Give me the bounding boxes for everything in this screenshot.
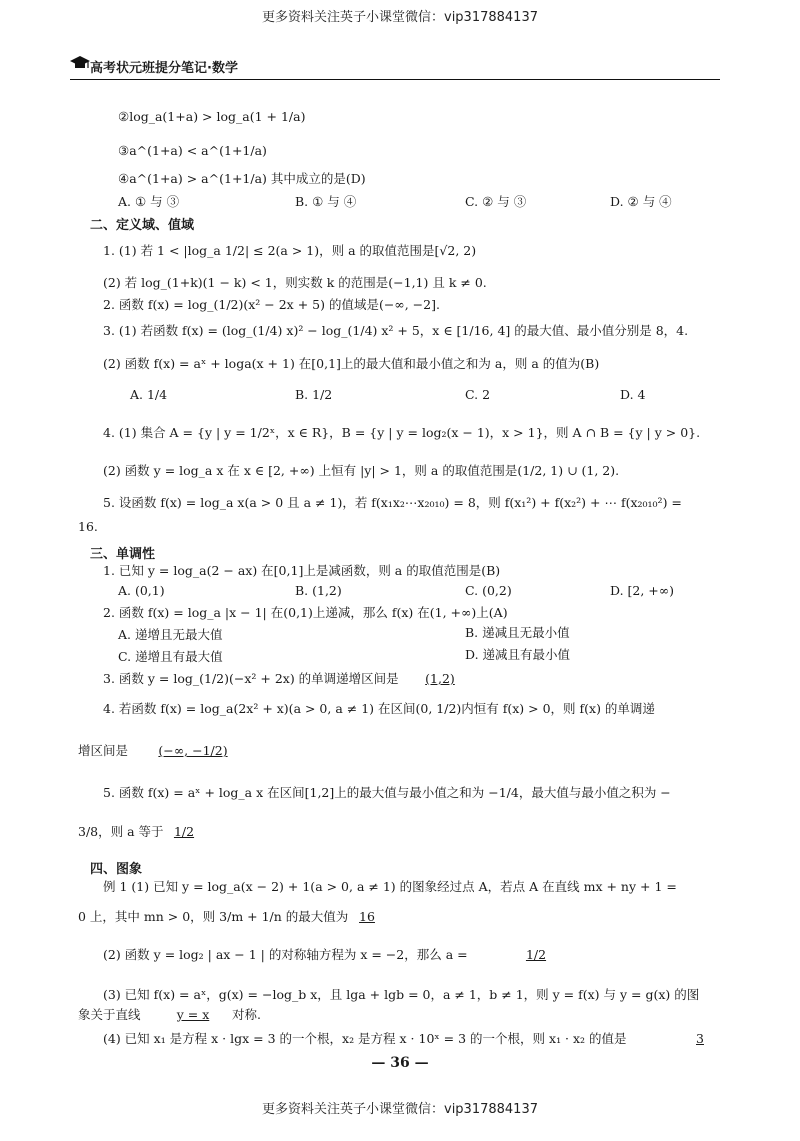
mono-problem-3-answer: (1,2): [425, 671, 455, 686]
mono-problem-3: 3. 函数 y = log_(1/2)(−x² + 2x) 的单调递增区间是: [103, 671, 399, 686]
problem-1-2: (2) 若 log_(1+k)(1 − k) < 1，则实数 k 的范围是(−1,1) 且 k ≠ 0.: [103, 275, 487, 290]
section-heading-domain-range: 二、定义域、值域: [90, 218, 195, 233]
option-line-4: ④a^(1+a) > a^(1+1/a) 其中成立的是(D): [118, 171, 366, 186]
option-line-2: ②log_a(1+a) > log_a(1 + 1/a): [118, 109, 306, 124]
example-1-2-answer: 1/2: [525, 947, 547, 962]
choice-c: C. ② 与 ③: [465, 194, 527, 209]
choice-b: B. (1,2): [295, 583, 342, 598]
choice-d: D. 递减且有最小值: [465, 647, 571, 662]
mono-problem-2: 2. 函数 f(x) = log_a |x − 1| 在(0,1)上递减，那么 f(x) 在(1, +∞)上(A): [103, 605, 508, 620]
section-heading-monotonicity: 三、单调性: [90, 547, 156, 562]
problem-5: 5. 设函数 f(x) = log_a x(a > 0 且 a ≠ 1)，若 f(x₁x₂⋯x₂₀₁₀) = 8，则 f(x₁²) + f(x₂²) + ⋯ f(x₂₀₁₀²) =: [103, 495, 682, 510]
problem-4-1: 4. (1) 集合 A = {y | y = 1/2ˣ，x ∈ R}，B = {y | y = log₂(x − 1)，x > 1}，则 A ∩ B = {y | y > 0}.: [103, 425, 701, 440]
choice-a: A. 1/4: [130, 387, 168, 402]
example-1-3-tail: 对称.: [232, 1007, 261, 1022]
watermark-bottom: 更多资料关注英子小课堂微信：vip317884137: [262, 1102, 538, 1117]
example-1-4-answer: 3: [696, 1031, 704, 1046]
choice-c: C. 2: [465, 387, 491, 402]
mono-problem-4-continued: 增区间是: [78, 743, 129, 758]
example-1-1-continued: 0 上，其中 mn > 0，则 3/m + 1/n 的最大值为: [78, 909, 349, 924]
header-rule: [70, 79, 720, 80]
problem-3-2: (2) 函数 f(x) = aˣ + loga(x + 1) 在[0,1]上的最大值和最小值之和为 a，则 a 的值为(B): [103, 356, 600, 371]
page-number: — 36 —: [371, 1055, 429, 1071]
choice-b: B. 1/2: [295, 387, 333, 402]
problem-2: 2. 函数 f(x) = log_(1/2)(x² − 2x + 5) 的值域是(−∞, −2].: [103, 297, 440, 312]
option-line-3: ③a^(1+a) < a^(1+1/a): [118, 143, 267, 158]
choice-c: C. (0,2): [465, 583, 512, 598]
mono-problem-1: 1. 已知 y = log_a(2 − ax) 在[0,1]上是减函数，则 a 的取值范围是(B): [103, 563, 501, 578]
example-1-3-answer: y = x: [176, 1007, 210, 1022]
choice-b: B. ① 与 ④: [295, 194, 357, 209]
graduation-cap-icon: [70, 55, 90, 71]
mono-problem-5-answer: 1/2: [173, 824, 195, 839]
mono-problem-5: 5. 函数 f(x) = aˣ + log_a x 在区间[1,2]上的最大值与最小值之和为 −1/4，最大值与最小值之积为 −: [103, 785, 671, 800]
example-1-2: (2) 函数 y = log₂ | ax − 1 | 的对称轴方程为 x = −2，那么 a =: [103, 947, 468, 962]
problem-3-1: 3. (1) 若函数 f(x) = (log_(1/4) x)² − log_(1/4) x² + 5，x ∈ [1/16, 4] 的最大值、最小值分别是 8，4.: [103, 323, 689, 338]
mono-problem-5-continued: 3/8，则 a 等于: [78, 824, 164, 839]
problem-4-2: (2) 函数 y = log_a x 在 x ∈ [2, +∞) 上恒有 |y| > 1，则 a 的取值范围是(1/2, 1) ∪ (1, 2).: [103, 463, 620, 478]
example-1-1-answer: 16: [359, 909, 375, 924]
example-1-3: (3) 已知 f(x) = aˣ，g(x) = −log_b x，且 lga + lgb = 0，a ≠ 1，b ≠ 1，则 y = f(x) 与 y = g(x) 的图: [103, 987, 700, 1002]
problem-5-answer: 16.: [78, 519, 98, 534]
mono-problem-4: 4. 若函数 f(x) = log_a(2x² + x)(a > 0, a ≠ 1) 在区间(0, 1/2)内恒有 f(x) > 0，则 f(x) 的单调递: [103, 701, 655, 716]
watermark-top: 更多资料关注英子小课堂微信：vip317884137: [262, 10, 538, 25]
example-1-3-continued: 象关于直线: [78, 1007, 141, 1022]
section-heading-graph: 四、图象: [90, 862, 143, 877]
choice-c: C. 递增且有最大值: [118, 649, 223, 664]
header-title: 高考状元班提分笔记·数学: [90, 61, 238, 76]
choice-d: D. ② 与 ④: [610, 194, 672, 209]
problem-1-1: 1. (1) 若 1 < |log_a 1/2| ≤ 2(a > 1)，则 a 的取值范围是[√2, 2): [103, 243, 477, 258]
example-1-1: 例 1 (1) 已知 y = log_a(x − 2) + 1(a > 0, a ≠ 1) 的图象经过点 A，若点 A 在直线 mx + ny + 1 =: [103, 879, 677, 894]
choice-a: A. 递增且无最大值: [118, 627, 223, 642]
choice-d: D. 4: [620, 387, 646, 402]
example-1-4: (4) 已知 x₁ 是方程 x · lgx = 3 的一个根，x₂ 是方程 x · 10ˣ = 3 的一个根，则 x₁ · x₂ 的值是: [103, 1031, 627, 1046]
choice-b: B. 递减且无最小值: [465, 625, 570, 640]
mono-problem-4-answer: (−∞, −1/2): [158, 743, 228, 758]
choice-d: D. [2, +∞): [610, 583, 675, 598]
choice-a: A. (0,1): [118, 583, 165, 598]
choice-a: A. ① 与 ③: [118, 194, 180, 209]
